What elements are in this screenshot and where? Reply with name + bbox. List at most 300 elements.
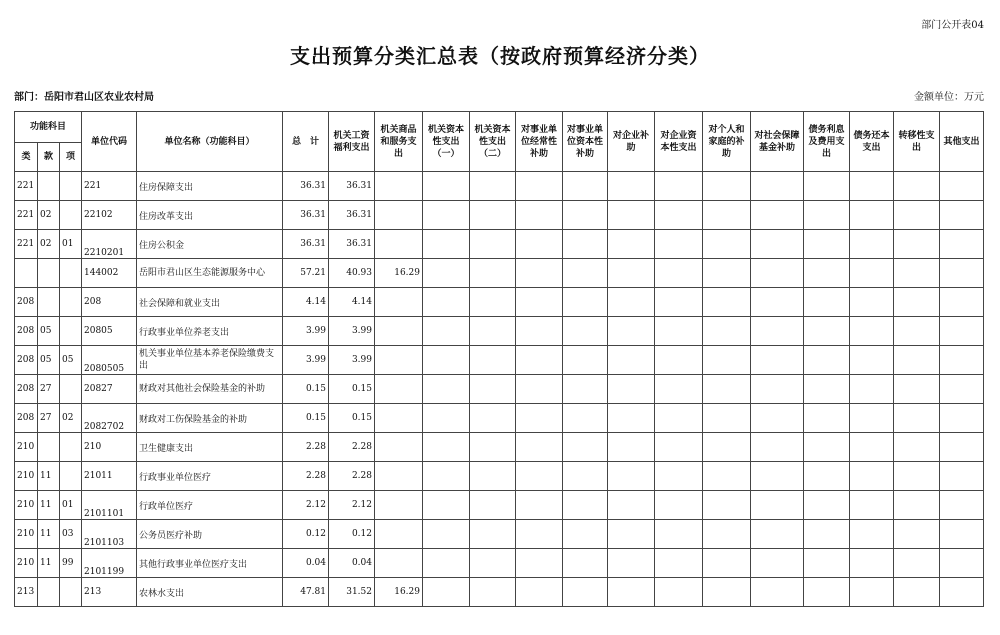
cell-c2 xyxy=(375,520,423,549)
cell-c1: 0.15 xyxy=(329,375,375,404)
cell-c4 xyxy=(470,201,516,230)
header-c9: 对个人和家庭的补助 xyxy=(703,112,751,172)
cell-c3 xyxy=(423,433,470,462)
header-c14: 其他支出 xyxy=(940,112,984,172)
table-row xyxy=(15,172,984,201)
cell-c2: 16.29 xyxy=(375,259,423,288)
cell-c4 xyxy=(470,317,516,346)
cell-c13 xyxy=(894,520,940,549)
cell-c6 xyxy=(563,520,608,549)
cell-c1: 0.15 xyxy=(329,404,375,433)
cell-c12 xyxy=(850,259,894,288)
cell-c5 xyxy=(516,172,563,201)
header-kuan: 款 xyxy=(38,143,60,172)
table-row xyxy=(15,201,984,230)
cell-c13 xyxy=(894,259,940,288)
header-func-group: 功能科目 xyxy=(15,112,82,143)
cell-c8 xyxy=(655,549,703,578)
cell-c3 xyxy=(423,520,470,549)
table-row xyxy=(15,491,984,520)
cell-xiang xyxy=(60,433,82,462)
cell-c11 xyxy=(804,288,850,317)
cell-c12 xyxy=(850,230,894,259)
cell-c8 xyxy=(655,404,703,433)
cell-c8 xyxy=(655,346,703,375)
cell-total: 4.14 xyxy=(283,288,329,317)
cell-unit-name: 住房公积金 xyxy=(137,230,283,259)
cell-kuan xyxy=(38,172,60,201)
cell-c7 xyxy=(608,230,655,259)
cell-c9 xyxy=(703,172,751,201)
cell-c5 xyxy=(516,346,563,375)
cell-unit-code: 2080505 xyxy=(82,346,137,375)
cell-c5 xyxy=(516,520,563,549)
cell-c13 xyxy=(894,462,940,491)
cell-c5 xyxy=(516,491,563,520)
cell-kuan: 11 xyxy=(38,491,60,520)
cell-c14 xyxy=(940,578,984,607)
header-c13: 转移性支出 xyxy=(894,112,940,172)
cell-c4 xyxy=(470,491,516,520)
cell-c13 xyxy=(894,433,940,462)
cell-c7 xyxy=(608,201,655,230)
table-row xyxy=(15,549,984,578)
cell-xiang xyxy=(60,259,82,288)
cell-c8 xyxy=(655,375,703,404)
cell-c4 xyxy=(470,172,516,201)
cell-kuan: 02 xyxy=(38,230,60,259)
table-row xyxy=(15,578,984,607)
cell-c7 xyxy=(608,404,655,433)
cell-unit-name: 社会保障和就业支出 xyxy=(137,288,283,317)
cell-c4 xyxy=(470,230,516,259)
cell-kuan: 05 xyxy=(38,346,60,375)
cell-c4 xyxy=(470,433,516,462)
cell-c8 xyxy=(655,201,703,230)
header-c4: 机关资本性支出（二） xyxy=(470,112,516,172)
cell-total: 0.04 xyxy=(283,549,329,578)
cell-c14 xyxy=(940,230,984,259)
cell-lei: 210 xyxy=(15,491,38,520)
cell-kuan xyxy=(38,259,60,288)
cell-c11 xyxy=(804,578,850,607)
cell-c9 xyxy=(703,230,751,259)
cell-c3 xyxy=(423,549,470,578)
cell-total: 0.15 xyxy=(283,375,329,404)
cell-unit-code: 2210201 xyxy=(82,230,137,259)
cell-kuan xyxy=(38,288,60,317)
table-body xyxy=(15,172,984,607)
cell-c2 xyxy=(375,346,423,375)
header-c10: 对社会保障基金补助 xyxy=(751,112,804,172)
cell-xiang xyxy=(60,375,82,404)
cell-c6 xyxy=(563,230,608,259)
cell-c13 xyxy=(894,172,940,201)
cell-c6 xyxy=(563,346,608,375)
cell-c12 xyxy=(850,317,894,346)
cell-c1: 4.14 xyxy=(329,288,375,317)
cell-c8 xyxy=(655,288,703,317)
cell-c8 xyxy=(655,462,703,491)
cell-unit-name: 机关事业单位基本养老保险缴费支出 xyxy=(137,346,283,375)
cell-c12 xyxy=(850,433,894,462)
header-c5: 对事业单位经常性补助 xyxy=(516,112,563,172)
cell-kuan: 27 xyxy=(38,404,60,433)
cell-c12 xyxy=(850,549,894,578)
cell-c2 xyxy=(375,172,423,201)
cell-c8 xyxy=(655,520,703,549)
header-xiang: 项 xyxy=(60,143,82,172)
cell-unit-code: 221 xyxy=(82,172,137,201)
cell-c13 xyxy=(894,578,940,607)
cell-c9 xyxy=(703,578,751,607)
cell-lei: 213 xyxy=(15,578,38,607)
form-number-label: 部门公开表04 xyxy=(921,20,984,31)
cell-c10 xyxy=(751,462,804,491)
cell-c1: 0.12 xyxy=(329,520,375,549)
cell-c2 xyxy=(375,549,423,578)
cell-c1: 2.28 xyxy=(329,462,375,491)
cell-c6 xyxy=(563,578,608,607)
header-total: 总 计 xyxy=(283,112,329,172)
cell-c3 xyxy=(423,346,470,375)
cell-c12 xyxy=(850,491,894,520)
cell-unit-name: 行政事业单位养老支出 xyxy=(137,317,283,346)
cell-c4 xyxy=(470,375,516,404)
cell-c13 xyxy=(894,288,940,317)
cell-c7 xyxy=(608,433,655,462)
cell-c13 xyxy=(894,230,940,259)
cell-c9 xyxy=(703,433,751,462)
cell-c14 xyxy=(940,259,984,288)
cell-unit-name: 公务员医疗补助 xyxy=(137,520,283,549)
cell-lei: 208 xyxy=(15,404,38,433)
cell-c3 xyxy=(423,404,470,433)
cell-c9 xyxy=(703,288,751,317)
cell-unit-name: 财政对工伤保险基金的补助 xyxy=(137,404,283,433)
cell-kuan: 11 xyxy=(38,462,60,491)
cell-c8 xyxy=(655,578,703,607)
cell-c14 xyxy=(940,462,984,491)
cell-unit-name: 财政对其他社会保险基金的补助 xyxy=(137,375,283,404)
cell-c7 xyxy=(608,520,655,549)
cell-kuan xyxy=(38,433,60,462)
cell-c12 xyxy=(850,520,894,549)
header-c7: 对企业补助 xyxy=(608,112,655,172)
cell-c2 xyxy=(375,375,423,404)
cell-c3 xyxy=(423,462,470,491)
cell-c10 xyxy=(751,520,804,549)
cell-c7 xyxy=(608,491,655,520)
cell-lei: 210 xyxy=(15,549,38,578)
cell-c5 xyxy=(516,317,563,346)
cell-total: 2.28 xyxy=(283,462,329,491)
cell-c14 xyxy=(940,375,984,404)
cell-c10 xyxy=(751,230,804,259)
cell-xiang: 03 xyxy=(60,520,82,549)
cell-c6 xyxy=(563,317,608,346)
cell-xiang xyxy=(60,288,82,317)
cell-c11 xyxy=(804,491,850,520)
header-c2: 机关商品和服务支出 xyxy=(375,112,423,172)
cell-lei: 208 xyxy=(15,288,38,317)
cell-c9 xyxy=(703,404,751,433)
cell-c4 xyxy=(470,404,516,433)
cell-unit-name: 卫生健康支出 xyxy=(137,433,283,462)
cell-unit-code: 22102 xyxy=(82,201,137,230)
cell-c9 xyxy=(703,259,751,288)
cell-c3 xyxy=(423,317,470,346)
cell-total: 57.21 xyxy=(283,259,329,288)
cell-total: 2.28 xyxy=(283,433,329,462)
cell-c14 xyxy=(940,172,984,201)
cell-c5 xyxy=(516,259,563,288)
header-lei: 类 xyxy=(15,143,38,172)
cell-total: 0.15 xyxy=(283,404,329,433)
cell-c14 xyxy=(940,404,984,433)
cell-xiang: 02 xyxy=(60,404,82,433)
cell-c9 xyxy=(703,346,751,375)
cell-c4 xyxy=(470,549,516,578)
cell-c7 xyxy=(608,317,655,346)
cell-c4 xyxy=(470,346,516,375)
cell-c13 xyxy=(894,375,940,404)
cell-c5 xyxy=(516,288,563,317)
cell-c14 xyxy=(940,201,984,230)
cell-c9 xyxy=(703,549,751,578)
cell-total: 36.31 xyxy=(283,230,329,259)
cell-unit-code: 20827 xyxy=(82,375,137,404)
cell-c10 xyxy=(751,288,804,317)
cell-unit-code: 2101199 xyxy=(82,549,137,578)
cell-c9 xyxy=(703,462,751,491)
cell-lei: 208 xyxy=(15,317,38,346)
cell-xiang: 01 xyxy=(60,230,82,259)
cell-c7 xyxy=(608,346,655,375)
cell-c6 xyxy=(563,375,608,404)
cell-c12 xyxy=(850,288,894,317)
cell-c14 xyxy=(940,288,984,317)
cell-c7 xyxy=(608,375,655,404)
cell-c1: 3.99 xyxy=(329,346,375,375)
cell-c4 xyxy=(470,288,516,317)
cell-c9 xyxy=(703,491,751,520)
cell-c6 xyxy=(563,259,608,288)
cell-unit-code: 21011 xyxy=(82,462,137,491)
cell-c14 xyxy=(940,433,984,462)
cell-unit-code: 2101101 xyxy=(82,491,137,520)
table-row xyxy=(15,288,984,317)
table-row xyxy=(15,404,984,433)
cell-c5 xyxy=(516,462,563,491)
cell-kuan: 11 xyxy=(38,549,60,578)
cell-c2 xyxy=(375,288,423,317)
cell-c1: 3.99 xyxy=(329,317,375,346)
cell-c10 xyxy=(751,259,804,288)
cell-kuan: 27 xyxy=(38,375,60,404)
cell-c6 xyxy=(563,462,608,491)
cell-c2: 16.29 xyxy=(375,578,423,607)
cell-c13 xyxy=(894,201,940,230)
cell-c12 xyxy=(850,346,894,375)
cell-c3 xyxy=(423,230,470,259)
cell-c12 xyxy=(850,404,894,433)
cell-kuan: 02 xyxy=(38,201,60,230)
cell-unit-code: 2101103 xyxy=(82,520,137,549)
table-row xyxy=(15,346,984,375)
cell-c2 xyxy=(375,404,423,433)
cell-c1: 40.93 xyxy=(329,259,375,288)
cell-xiang xyxy=(60,172,82,201)
cell-c7 xyxy=(608,549,655,578)
cell-c11 xyxy=(804,375,850,404)
cell-c12 xyxy=(850,201,894,230)
cell-c11 xyxy=(804,172,850,201)
cell-unit-name: 住房改革支出 xyxy=(137,201,283,230)
cell-c4 xyxy=(470,578,516,607)
cell-c11 xyxy=(804,346,850,375)
page-title: 支出预算分类汇总表（按政府预算经济分类） xyxy=(290,44,710,68)
cell-xiang xyxy=(60,317,82,346)
cell-c8 xyxy=(655,230,703,259)
cell-c3 xyxy=(423,578,470,607)
cell-c14 xyxy=(940,491,984,520)
cell-c7 xyxy=(608,288,655,317)
cell-c12 xyxy=(850,462,894,491)
cell-c7 xyxy=(608,259,655,288)
cell-c10 xyxy=(751,433,804,462)
cell-total: 3.99 xyxy=(283,346,329,375)
cell-kuan: 11 xyxy=(38,520,60,549)
cell-c11 xyxy=(804,462,850,491)
cell-c6 xyxy=(563,172,608,201)
cell-c8 xyxy=(655,172,703,201)
cell-lei: 208 xyxy=(15,346,38,375)
cell-total: 36.31 xyxy=(283,172,329,201)
cell-c14 xyxy=(940,520,984,549)
cell-c3 xyxy=(423,288,470,317)
cell-c9 xyxy=(703,375,751,404)
cell-c11 xyxy=(804,520,850,549)
cell-c6 xyxy=(563,491,608,520)
cell-xiang: 01 xyxy=(60,491,82,520)
cell-c6 xyxy=(563,549,608,578)
cell-c3 xyxy=(423,172,470,201)
cell-c7 xyxy=(608,172,655,201)
cell-xiang xyxy=(60,462,82,491)
cell-total: 0.12 xyxy=(283,520,329,549)
cell-unit-name: 其他行政事业单位医疗支出 xyxy=(137,549,283,578)
cell-c2 xyxy=(375,491,423,520)
cell-kuan xyxy=(38,578,60,607)
cell-unit-name: 行政事业单位医疗 xyxy=(137,462,283,491)
table-row xyxy=(15,317,984,346)
cell-c10 xyxy=(751,375,804,404)
cell-c7 xyxy=(608,578,655,607)
cell-c2 xyxy=(375,433,423,462)
cell-c10 xyxy=(751,404,804,433)
cell-c1: 36.31 xyxy=(329,230,375,259)
cell-c5 xyxy=(516,375,563,404)
cell-c1: 2.28 xyxy=(329,433,375,462)
cell-unit-name: 行政单位医疗 xyxy=(137,491,283,520)
cell-c5 xyxy=(516,404,563,433)
header-c8: 对企业资本性支出 xyxy=(655,112,703,172)
cell-total: 47.81 xyxy=(283,578,329,607)
cell-unit-code: 144002 xyxy=(82,259,137,288)
cell-total: 3.99 xyxy=(283,317,329,346)
cell-c5 xyxy=(516,230,563,259)
table-row xyxy=(15,259,984,288)
cell-c1: 36.31 xyxy=(329,201,375,230)
cell-c11 xyxy=(804,549,850,578)
cell-c12 xyxy=(850,578,894,607)
budget-table xyxy=(14,111,984,607)
cell-c3 xyxy=(423,201,470,230)
cell-unit-name: 岳阳市君山区生态能源服务中心 xyxy=(137,259,283,288)
cell-c1: 31.52 xyxy=(329,578,375,607)
cell-lei: 210 xyxy=(15,520,38,549)
cell-c7 xyxy=(608,462,655,491)
cell-c11 xyxy=(804,433,850,462)
cell-c9 xyxy=(703,201,751,230)
cell-c2 xyxy=(375,317,423,346)
cell-c13 xyxy=(894,346,940,375)
cell-c4 xyxy=(470,462,516,491)
cell-c13 xyxy=(894,317,940,346)
header-unit-name: 单位名称（功能科目） xyxy=(137,112,283,172)
cell-c2 xyxy=(375,462,423,491)
cell-c14 xyxy=(940,317,984,346)
header-c1: 机关工资福利支出 xyxy=(329,112,375,172)
table-row xyxy=(15,230,984,259)
cell-lei: 210 xyxy=(15,433,38,462)
cell-unit-code: 20805 xyxy=(82,317,137,346)
cell-c11 xyxy=(804,230,850,259)
cell-c8 xyxy=(655,433,703,462)
cell-c13 xyxy=(894,404,940,433)
cell-c5 xyxy=(516,433,563,462)
cell-c13 xyxy=(894,491,940,520)
cell-c6 xyxy=(563,404,608,433)
cell-lei: 221 xyxy=(15,201,38,230)
cell-c9 xyxy=(703,317,751,346)
cell-unit-code: 213 xyxy=(82,578,137,607)
cell-unit-name: 农林水支出 xyxy=(137,578,283,607)
cell-c14 xyxy=(940,549,984,578)
cell-c4 xyxy=(470,520,516,549)
cell-c1: 36.31 xyxy=(329,172,375,201)
cell-c6 xyxy=(563,201,608,230)
cell-c9 xyxy=(703,520,751,549)
cell-c10 xyxy=(751,172,804,201)
cell-lei: 221 xyxy=(15,172,38,201)
cell-c10 xyxy=(751,578,804,607)
cell-total: 36.31 xyxy=(283,201,329,230)
cell-c3 xyxy=(423,259,470,288)
cell-c1: 2.12 xyxy=(329,491,375,520)
cell-lei: 210 xyxy=(15,462,38,491)
cell-total: 2.12 xyxy=(283,491,329,520)
cell-c13 xyxy=(894,549,940,578)
cell-c8 xyxy=(655,491,703,520)
cell-c11 xyxy=(804,404,850,433)
cell-c2 xyxy=(375,201,423,230)
table-row xyxy=(15,433,984,462)
header-c12: 债务还本支出 xyxy=(850,112,894,172)
cell-lei: 221 xyxy=(15,230,38,259)
amount-unit-label: 金额单位：万元 xyxy=(914,92,984,103)
